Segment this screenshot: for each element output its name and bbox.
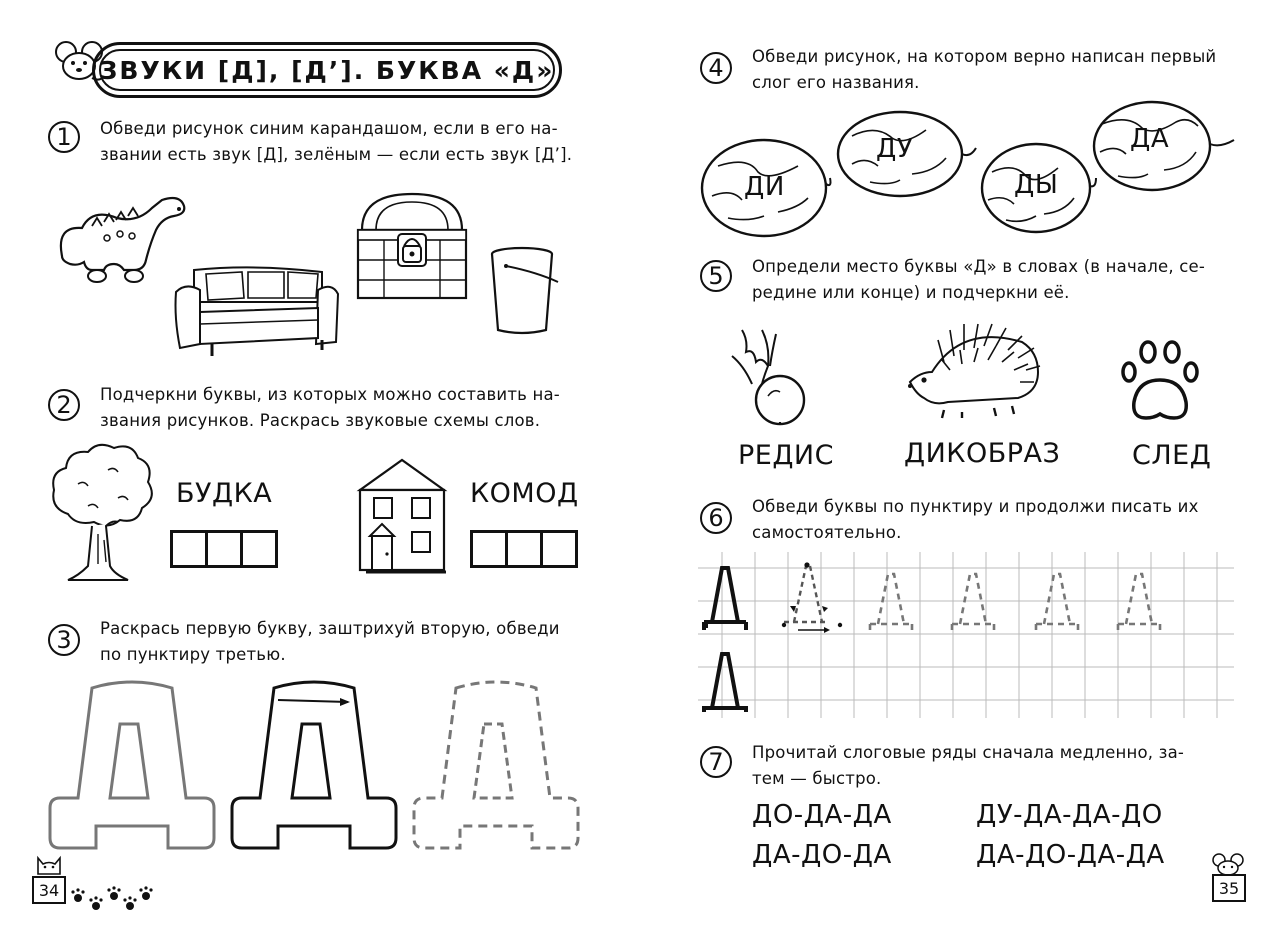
house-icon: [354, 456, 450, 574]
task-3-line-1: Раскрась первую букву, заштрихуй вторую, обведи: [100, 619, 560, 638]
task-2-text: [100, 382, 580, 434]
paw-trail-icon: [70, 884, 154, 914]
mouse-mascot-icon: [1212, 852, 1244, 876]
sofa-icon: [172, 262, 342, 358]
syllable-row-1: ДО-ДА-ДА: [752, 800, 892, 830]
task-3-line-2: по пунктиру третью.: [100, 645, 286, 664]
big-letter-d-hatch[interactable]: [228, 678, 400, 854]
task-6-line-2: самостоятельно.: [752, 523, 902, 542]
dinosaur-icon: [52, 196, 192, 286]
task-number-3: 3: [48, 624, 80, 656]
tree-icon: [48, 444, 158, 582]
big-letter-d-color[interactable]: [46, 678, 218, 854]
cat-icon: [34, 852, 64, 876]
task-4-line-2: слог его названия.: [752, 73, 920, 92]
task-4-line-1: Обведи рисунок, на котором верно написан первый: [752, 47, 1217, 66]
task-2-line-2: звания рисунков. Раскрась звуковые схемы слов.: [100, 411, 541, 430]
task-4-text: [752, 44, 1236, 96]
melon-syllable-dy: ДЫ: [1014, 170, 1059, 200]
task-5-line-1: Определи место буквы «Д» в словах (в начале, се-: [752, 257, 1205, 276]
task-7-line-2: тем — быстро.: [752, 769, 882, 788]
paw-print-icon: [1120, 338, 1200, 422]
radish-icon: [722, 326, 818, 426]
task-1-text: [100, 116, 580, 168]
word-redis[interactable]: РЕДИС: [738, 440, 834, 471]
task-7-line-1: Прочитай слоговые ряды сначала медленно, за-: [752, 743, 1185, 762]
task-number-6: 6: [700, 502, 732, 534]
melon-syllable-du: ДУ: [876, 134, 914, 164]
syllable-row-3: ДА-ДО-ДА: [752, 840, 892, 870]
word-sled[interactable]: СЛЕД: [1132, 440, 1212, 471]
word-komod: КОМОД: [470, 478, 579, 509]
title-banner: [92, 42, 562, 98]
writing-grid[interactable]: [698, 552, 1236, 720]
sound-scheme-budka[interactable]: [170, 530, 278, 568]
word-budka: БУДКА: [176, 478, 273, 509]
page-number-left: 34: [32, 876, 66, 904]
task-6-text: [752, 494, 1236, 546]
task-7-text: [752, 740, 1236, 792]
page-number-right: 35: [1212, 874, 1246, 902]
task-5-text: [752, 254, 1236, 306]
word-dikobraz[interactable]: ДИКОБРАЗ: [904, 438, 1061, 469]
bucket-icon: [488, 244, 564, 336]
syllable-row-4: ДА-ДО-ДА-ДА: [976, 840, 1165, 870]
page-title: ЗВУКИ [Д], [Д’]. БУКВА «Д»: [99, 56, 555, 85]
task-number-2: 2: [48, 389, 80, 421]
melon-syllable-di: ДИ: [744, 172, 785, 202]
big-letter-d-dotted[interactable]: [410, 678, 582, 854]
task-2-line-1: Подчеркни буквы, из которых можно составить на-: [100, 385, 560, 404]
task-6-line-1: Обведи буквы по пунктиру и продолжи писать их: [752, 497, 1199, 516]
porcupine-icon: [904, 320, 1040, 420]
treasure-chest-icon: [354, 190, 470, 302]
task-number-1: 1: [48, 121, 80, 153]
task-number-4: 4: [700, 52, 732, 84]
task-number-5: 5: [700, 260, 732, 292]
task-number-7: 7: [700, 746, 732, 778]
melon-syllable-da: ДА: [1130, 124, 1170, 154]
task-3-text: [100, 616, 580, 668]
task-1-line-2: звании есть звук [Д], зелёным — если есть звук [Д’].: [100, 145, 573, 164]
task-1-line-1: Обведи рисунок синим карандашом, если в его на-: [100, 119, 558, 138]
task-5-line-2: редине или конце) и подчеркни её.: [752, 283, 1070, 302]
syllable-row-2: ДУ-ДА-ДА-ДО: [976, 800, 1163, 830]
sound-scheme-komod[interactable]: [470, 530, 578, 568]
